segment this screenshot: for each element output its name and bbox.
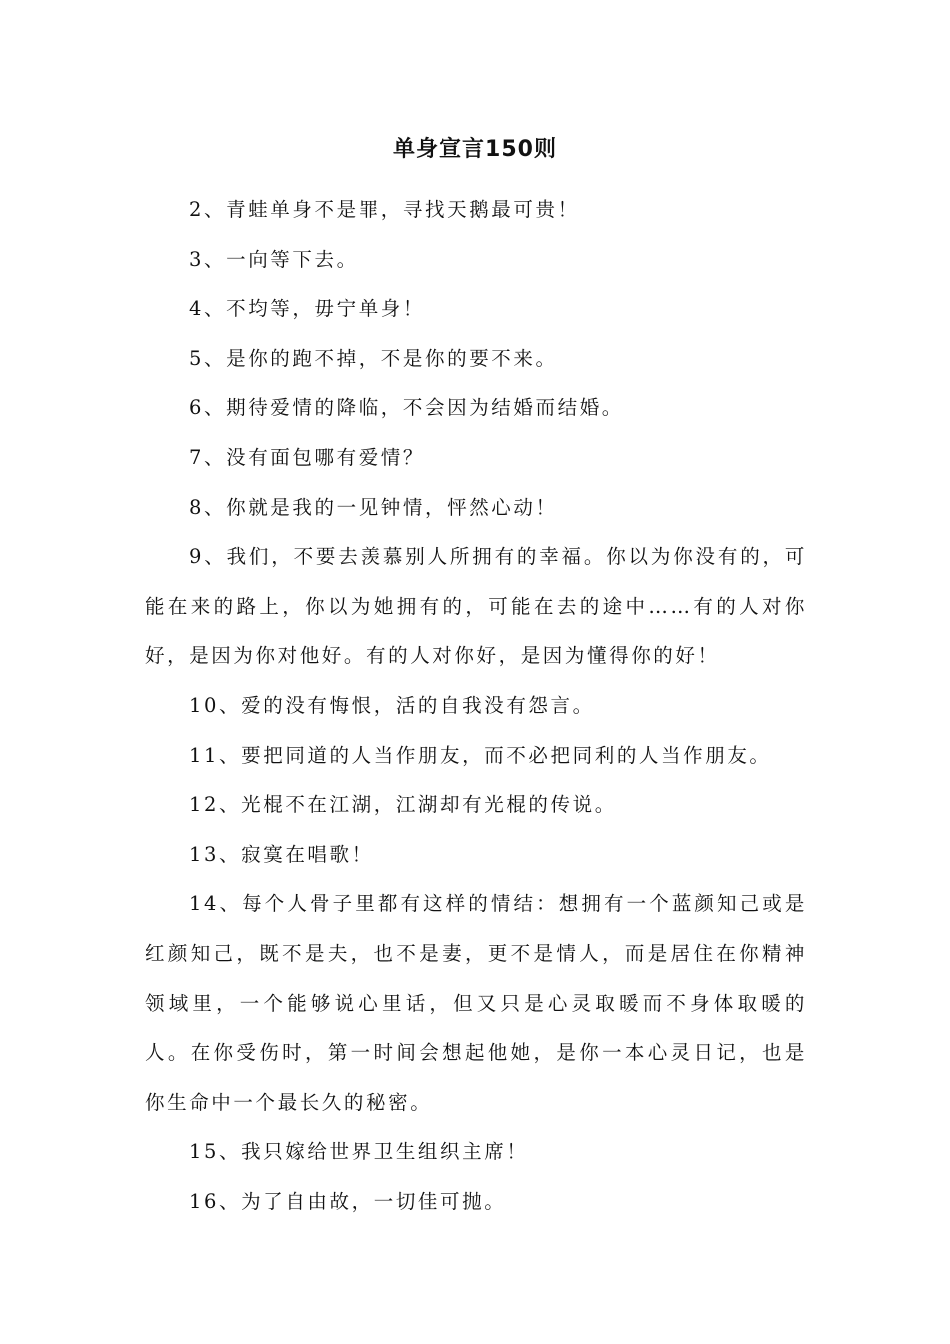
paragraph: 8、你就是我的一见钟情，怦然心动！ <box>189 495 558 519</box>
page-title: 单身宣言150则 <box>393 137 557 162</box>
paragraph: 2、青蛙单身不是罪，寻找天鹅最可贵！ <box>189 198 580 221</box>
paragraph: 4、不均等，毋宁单身！ <box>189 297 426 321</box>
paragraph: 5、是你的跑不掉，不是你的要不来。 <box>189 346 558 370</box>
paragraph: 11、要把同道的人当作朋友，而不必把同利的人当作朋友。 <box>189 743 772 767</box>
paragraph: 16、为了自由故，一切佳可抛。 <box>189 1189 507 1213</box>
document-body <box>145 185 807 1226</box>
paragraph: 13、寂寞在唱歌！ <box>189 842 374 866</box>
paragraph: 9、我们，不要去羡慕别人所拥有的幸福。你以为你没有的，可能在来的路上，你以为她拥有的，可能在去的途中……有的人对你好，是因为你对他好。有的人对你好，是因为懂得你的好！ <box>145 545 807 668</box>
paragraph: 14、每个人骨子里都有这样的情结：想拥有一个蓝颜知己或是红颜知己，既不是夫，也不是妻，更不是情人，而是居住在你精神领域里，一个能够说心里话，但又只是心灵取暖而不身体取暖的人。在你受伤时，第一时间会想起他她，是你一本心灵日记，也是你生命中一个最长久的秘密。 <box>145 892 807 1114</box>
paragraph: 12、光棍不在江湖，江湖却有光棍的传说。 <box>189 793 617 817</box>
paragraph: 3、一向等下去。 <box>189 247 359 271</box>
paragraph: 6、期待爱情的降临，不会因为结婚而结婚。 <box>189 396 624 420</box>
paragraph: 7、没有面包哪有爱情？ <box>189 445 426 469</box>
paragraph: 10、爱的没有悔恨，活的自我没有怨言。 <box>189 693 595 717</box>
paragraph: 15、我只嫁给世界卫生组织主席！ <box>189 1140 529 1164</box>
